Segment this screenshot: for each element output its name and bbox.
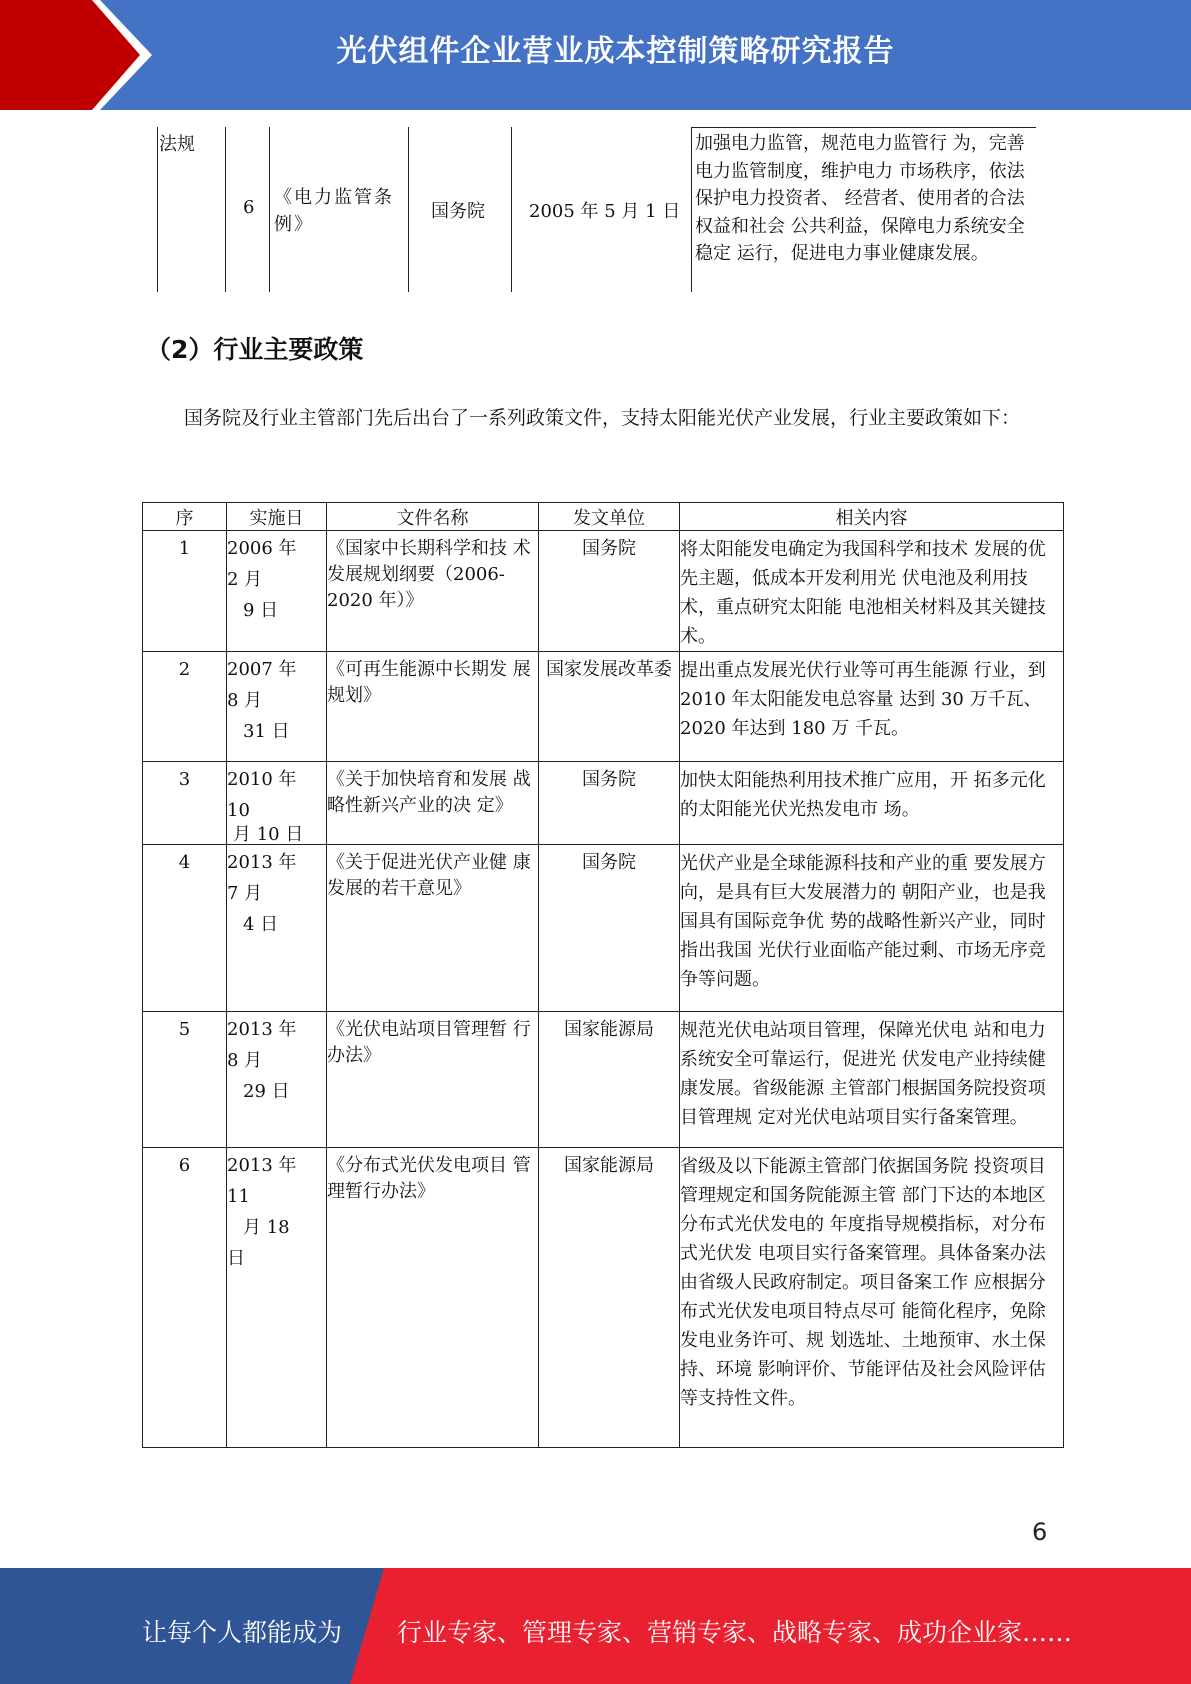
row-name: 《国家中长期科学和技 术发展规划纲要（2006- 2020 年）》 [327, 531, 539, 652]
date-line: 29 日 [243, 1081, 290, 1102]
row-seq: 3 [143, 762, 227, 845]
header-content: 相关内容 [680, 503, 1064, 531]
date-line: 11 [227, 1186, 250, 1207]
row-date [227, 531, 327, 652]
table-row [143, 845, 1064, 1012]
row-seq: 1 [143, 531, 227, 652]
row-date [227, 762, 327, 845]
row-seq: 4 [143, 845, 227, 1012]
page-footer [0, 1568, 1191, 1684]
date-line: 2 月 [227, 569, 263, 590]
section-title: （2）行业主要政策 [146, 335, 364, 364]
header-seq: 序 [143, 503, 227, 531]
regulation-category: 法规 [159, 134, 195, 155]
header-name: 文件名称 [327, 503, 539, 531]
page-number: 6 [1032, 1518, 1048, 1546]
date-line: 月 18 [243, 1217, 290, 1238]
row-content: 光伏产业是全球能源科技和产业的重 要发展方向，是具有巨大发展潜力的 朝阳产业，也是我国具有国际竞争优 势的战略性新兴产业，同时指出我国 光伏行业面临产能过剩、市场无序竞 争等问题。 [680, 845, 1064, 1012]
row-name: 《光伏电站项目管理暂 行办法》 [327, 1012, 539, 1148]
regulation-table-continued [157, 127, 1036, 292]
regulation-unit: 国务院 [431, 201, 485, 222]
row-seq: 6 [143, 1148, 227, 1448]
row-seq: 5 [143, 1012, 227, 1148]
date-line: 10 [227, 800, 250, 821]
date-line: 2013 年 [227, 852, 297, 873]
footer-slogan-left: 让每个人都能成为 [142, 1618, 343, 1647]
regulation-content: 加强电力监管，规范电力监管行 为，完善电力监管制度，维护电力 市场秩序，依法保护电力投资者、 经营者、使用者的合法权益和社会 公共利益，保障电力系统安全稳定 运行，促进电力事业健康发展。 [695, 133, 1025, 264]
date-line: 月 10 日 [233, 824, 304, 845]
row-name: 《关于加快培育和发展 战略性新兴产业的决 定》 [327, 762, 539, 845]
row-content: 提出重点发展光伏行业等可再生能源 行业，到 2010 年太阳能发电总容量 达到 30 万千瓦、2020 年达到 180 万 千瓦。 [680, 652, 1064, 762]
date-line: 8 月 [227, 690, 263, 711]
table-row [143, 762, 1064, 845]
row-unit: 国家能源局 [539, 1012, 680, 1148]
date-line: 31 日 [243, 721, 290, 742]
table-header-row [143, 503, 1064, 531]
row-unit: 国务院 [539, 845, 680, 1012]
row-content: 省级及以下能源主管部门依据国务院 投资项目管理规定和国务院能源主管 部门下达的本地区分布式光伏发电的 年度指导规模指标，对分布式光伏发 电项目实行备案管理。具体备案办法 由省级人民政府制定。项目备案工作 应根据分布式光伏发电项目特点尽可 能简化程序，免除发电业务许可、规 划选址、土地预审、水土保持、环境 影响评价、节能评估及社会风险评估 等支持性文件。 [680, 1148, 1064, 1448]
row-unit: 国务院 [539, 531, 680, 652]
header-unit: 发文单位 [539, 503, 680, 531]
row-content: 规范光伏电站项目管理，保障光伏电 站和电力系统安全可靠运行，促进光 伏发电产业持续健康发展。省级能源 主管部门根据国务院投资项目管理规 定对光伏电站项目实行备案管理。 [680, 1012, 1064, 1148]
row-seq: 2 [143, 652, 227, 762]
regulation-seq: 6 [243, 197, 255, 218]
row-content: 将太阳能发电确定为我国科学和技术 发展的优先主题，低成本开发利用光 伏电池及利用技术，重点研究太阳能 电池相关材料及其关键技术。 [680, 531, 1064, 652]
date-line: 2006 年 [227, 538, 297, 559]
row-name: 《可再生能源中长期发 展规划》 [327, 652, 539, 762]
footer-slogan-right: 行业专家、管理专家、营销专家、战略专家、成功企业家…… [397, 1618, 1073, 1647]
row-name: 《关于促进光伏产业健 康发展的若干意见》 [327, 845, 539, 1012]
section-intro: 国务院及行业主管部门先后出台了一系列政策文件，支持太阳能光伏产业发展，行业主要政策如下： [184, 407, 1021, 429]
row-unit: 国家能源局 [539, 1148, 680, 1448]
row-date [227, 652, 327, 762]
date-line: 2013 年 [227, 1155, 297, 1176]
table-row [143, 652, 1064, 762]
table-row [143, 531, 1064, 652]
report-title: 光伏组件企业营业成本控制策略研究报告 [336, 34, 895, 69]
date-line: 4 日 [243, 914, 279, 935]
row-unit: 国家发展改革委 [539, 652, 680, 762]
regulation-name: 《电力监管条例》 [274, 187, 394, 235]
date-line: 日 [227, 1248, 245, 1269]
row-content: 加快太阳能热利用技术推广应用，开 拓多元化的太阳能光伏光热发电市 场。 [680, 762, 1064, 845]
row-date [227, 1148, 327, 1448]
page-header [0, 0, 1191, 110]
row-date [227, 845, 327, 1012]
policy-table [142, 502, 1064, 1448]
header-date: 实施日 [227, 503, 327, 531]
table-row [143, 1148, 1064, 1448]
date-line: 9 日 [243, 600, 279, 621]
row-date [227, 1012, 327, 1148]
table-row [143, 1012, 1064, 1148]
date-line: 7 月 [227, 883, 263, 904]
date-line: 2013 年 [227, 1019, 297, 1040]
regulation-date: 2005 年 5 月 1 日 [529, 201, 681, 222]
date-line: 2007 年 [227, 659, 297, 680]
row-unit: 国务院 [539, 762, 680, 845]
date-line: 8 月 [227, 1050, 263, 1071]
row-name: 《分布式光伏发电项目 管理暂行办法》 [327, 1148, 539, 1448]
date-line: 2010 年 [227, 769, 297, 790]
